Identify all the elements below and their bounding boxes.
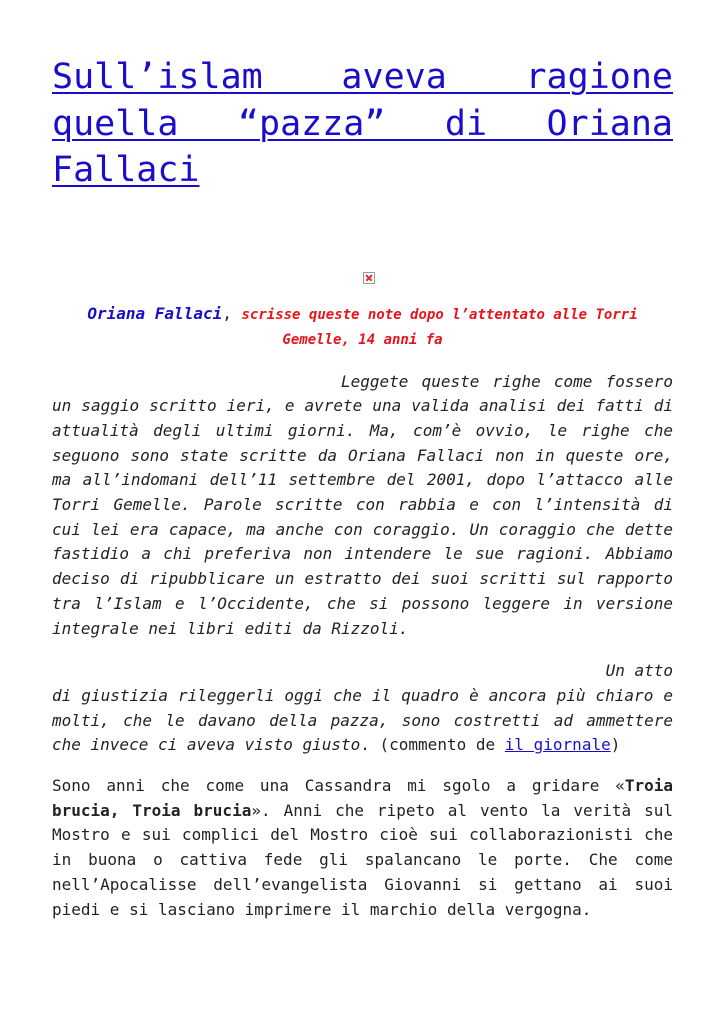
- article-title-link[interactable]: Sull’islam aveva ragione quella “pazza” di Oriana Fallaci: [52, 57, 673, 190]
- body-paragraph: [52, 774, 673, 922]
- intro2-first-line: Un atto: [605, 661, 673, 681]
- intro2-text: di giustizia rileggerli oggi che il quadro è ancora più chiaro e molti, che le davano della pazza, sono costretti ad ammettere che invece ci aveva visto giusto: [52, 685, 673, 755]
- body-p1-bold: Troia brucia, Troia brucia: [52, 776, 673, 820]
- il-giornale-link[interactable]: il giornale: [504, 735, 611, 755]
- broken-image-icon: [363, 272, 375, 284]
- image-caption: [52, 302, 673, 352]
- body-p1-rest: ». Anni che ripeto al vento la verità sul Mostro e sui complici del Mostro cioè sui collaborazionisti che in buona o cattiva fede gli spalancano le porte. Che come nell’Apocalisse dell’evangelista Giovanni si gettano ai suoi piedi e si lasciano imprimere il marchio della vergogna.: [52, 800, 674, 919]
- article: [52, 54, 673, 922]
- caption-text: scrisse queste note dopo l’attentato alle Torri Gemelle, 14 anni fa: [241, 306, 638, 348]
- intro-paragraph-2: [52, 659, 673, 758]
- caption-comma: ,: [222, 303, 242, 323]
- body-p1-start: Sono anni che come una Cassandra mi sgolo a gridare «: [52, 776, 625, 796]
- article-image: [52, 269, 673, 289]
- intro-paragraph: Leggete queste righe come fossero un saggio scritto ieri, e avrete una valida analisi dei fatti di attualità degli ultimi giorni. Ma, com’è ovvio, le righe che seguono sono state scritte da Oriana Fallaci non in queste ore, ma all’indomani dell’11 settembre del 2001, dopo l’attacco alle Torri Gemelle. Parole scritte con rabbia e con l’intensità di cui lei era capace, ma anche con coraggio. Un coraggio che dette fastidio a chi preferiva non intendere le sue ragioni. Abbiamo deciso di ripubblicare un estratto dei suoi scritti sul rapporto tra l’Islam e l’Occidente, che si possono leggere in versione integrale nei libri editi da Rizzoli.: [52, 371, 673, 638]
- caption-author: Oriana Fallaci: [87, 303, 223, 323]
- comment-suffix: ): [610, 735, 621, 755]
- article-title: [52, 54, 673, 194]
- comment-prefix: . (commento de: [360, 735, 505, 755]
